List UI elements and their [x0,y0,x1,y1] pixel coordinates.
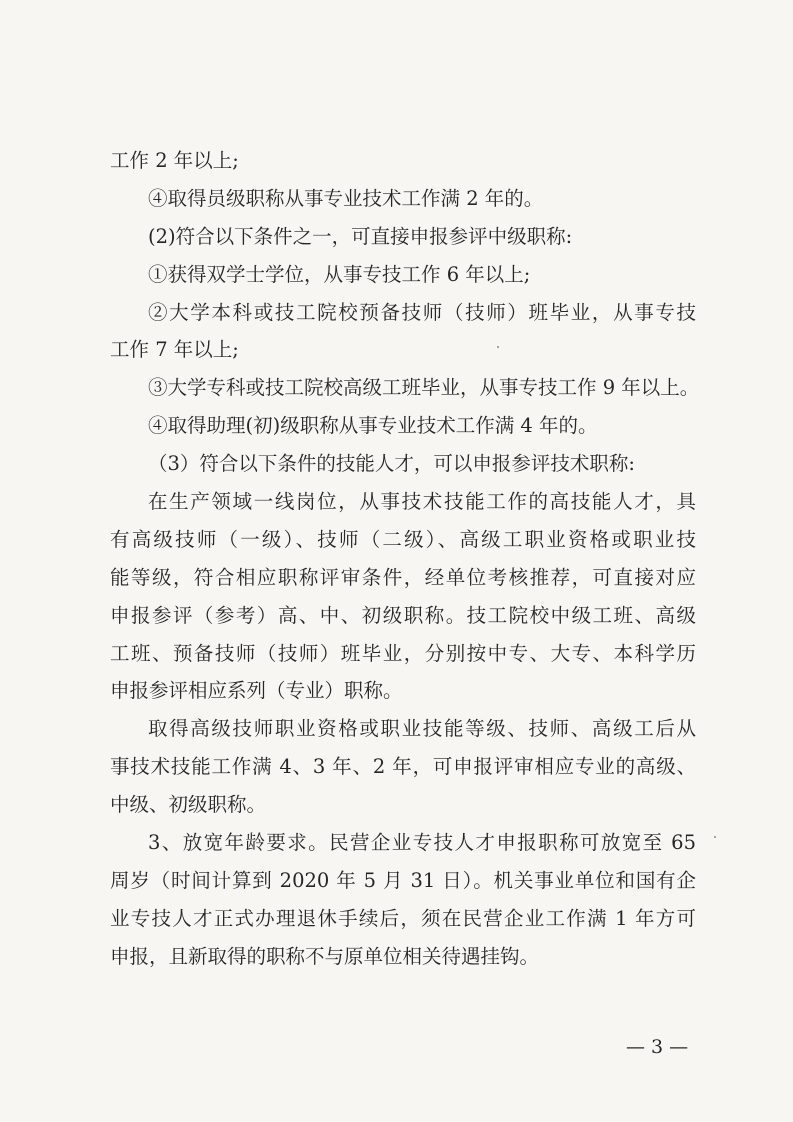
text-line: ④取得助理(初)级职称从事专业技术工作满 4 年的。 [148,414,598,438]
text-line: 工作 2 年以上; [110,149,239,172]
text-line: 业专技人才正式办理退休手续后，须在民营企业工作满 1 年方可 [110,906,696,930]
text-line: 申报参评相应系列（专业）职称。 [110,679,403,703]
text-line: 工班、预备技师（技师）班毕业，分别按中专、大专、本科学历 [110,641,696,665]
text-line: ③大学专科或技工院校高级工班毕业，从事专技工作 9 年以上。 [148,376,700,400]
text-line: 在生产领域一线岗位，从事技术技能工作的高技能人才，具 [148,490,696,514]
text-line: ④取得员级职称从事专业技术工作满 2 年的。 [148,186,544,210]
text-line: 申报参评（参考）高、中、初级职称。技工院校中级工班、高级 [110,603,696,627]
text-line: ②大学本科或技工院校预备技师（技师）班毕业，从事专技 [148,300,696,324]
document-body [110,142,700,976]
scan-speck [714,836,716,838]
text-line: ①获得双学士学位，从事专技工作 6 年以上; [148,262,531,286]
text-line: (2)符合以下条件之一，可直接申报参评中级职称: [148,224,573,248]
text-line: 中级、初级职称。 [110,793,267,817]
text-line: （3）符合以下条件的技能人才，可以申报参评技术职称: [148,452,635,476]
text-line: 周岁（时间计算到 2020 年 5 月 31 日）。机关事业单位和国有企 [110,868,696,892]
text-line: 能等级，符合相应职称评审条件，经单位考核推荐，可直接对应 [110,565,696,589]
text-line: 工作 7 年以上; [110,338,239,362]
text-line: 事技术技能工作满 4、3 年、2 年，可申报评审相应专业的高级、 [110,755,696,779]
page-number: — 3 — [626,1036,689,1058]
text-line: 3、放宽年龄要求。民营企业专技人才申报职称可放宽至 65 [148,831,696,855]
text-line: 有高级技师（一级）、技师（二级）、高级工职业资格或职业技 [110,527,696,551]
text-line: 申报，且新取得的职称不与原单位相关待遇挂钩。 [110,944,540,968]
text-line: 取得高级技师职业资格或职业技能等级、技师、高级工后从 [148,717,696,741]
